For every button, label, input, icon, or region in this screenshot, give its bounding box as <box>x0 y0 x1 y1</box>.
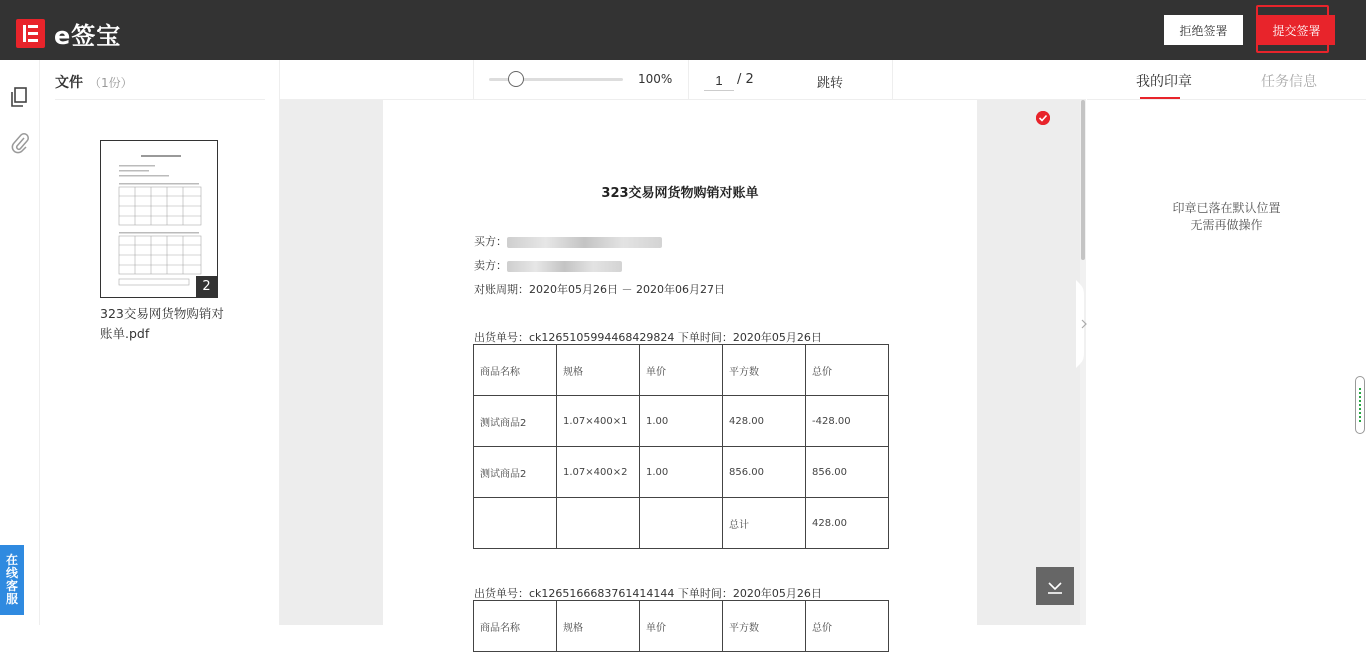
submit-sign-button[interactable]: 提交签署 <box>1258 15 1335 45</box>
redacted-buyer <box>507 237 662 248</box>
period-field: 对账周期：2020年05月26日 － 2020年06月27日 <box>474 283 725 296</box>
tab-my-seals[interactable]: 我的印章 <box>1136 74 1192 90</box>
viewer-scrollbar-thumb[interactable] <box>1081 100 1085 260</box>
divider <box>688 60 689 100</box>
seal-status-message: 印章已落在默认位置 无需再做操作 <box>1172 201 1281 232</box>
divider <box>892 60 893 100</box>
table-row: 测试商品2 1.07×400×2 1.00 856.00 856.00 <box>474 447 889 498</box>
brand-logo <box>16 16 121 51</box>
document-page <box>383 100 977 640</box>
left-icon-rail <box>0 60 40 625</box>
divider <box>473 60 474 100</box>
right-panel-scroll-handle[interactable] <box>1355 376 1365 434</box>
table-header-row: 商品名称 规格 单价 平方数 总价 <box>474 601 889 652</box>
table-header-row: 商品名称 规格 单价 平方数 总价 <box>474 345 889 396</box>
divider <box>55 99 265 100</box>
customer-service-tab[interactable]: 在 线 客 服 <box>0 545 24 615</box>
logo-mark-icon <box>16 19 45 48</box>
file-list-panel <box>40 60 280 625</box>
reject-sign-button[interactable]: 拒绝签署 <box>1164 15 1243 45</box>
zoom-slider-handle[interactable] <box>508 71 524 87</box>
page-total: / 2 <box>737 72 754 87</box>
right-panel-tabs <box>1087 60 1366 100</box>
order-table-1 <box>473 344 889 549</box>
zoom-level: 100% <box>638 72 673 86</box>
file-name[interactable]: 323交易网货物购销对账单.pdf <box>100 306 224 341</box>
table-row: 测试商品2 1.07×400×1 1.00 428.00 -428.00 <box>474 396 889 447</box>
scroll-to-bottom-button[interactable] <box>1036 567 1074 605</box>
redacted-seller <box>507 261 622 272</box>
buyer-field: 买方： <box>474 233 662 249</box>
file-panel-title: 文件 （1份） <box>55 75 133 91</box>
order-line-2: 出货单号：ck1265166683761414144 下单时间：2020年05月26日 <box>474 587 822 600</box>
page-count-badge: 2 <box>196 276 217 297</box>
viewer-toolbar <box>280 60 1086 100</box>
file-count: （1份） <box>89 76 133 90</box>
jump-button[interactable]: 跳转 <box>817 76 844 91</box>
seal-placed-check-icon <box>1036 111 1050 125</box>
order-table-2 <box>473 600 889 652</box>
order-line-1: 出货单号：ck1265105994468429824 下单时间：2020年05月26日 <box>474 331 822 344</box>
table-total-row: 总计 428.00 <box>474 498 889 549</box>
tab-task-info[interactable]: 任务信息 <box>1261 74 1317 90</box>
paperclip-icon[interactable] <box>9 132 31 154</box>
document-thumbnail[interactable] <box>100 140 218 298</box>
right-panel <box>1087 60 1366 625</box>
document-title: 323交易网货物购销对账单 <box>601 186 759 201</box>
file-copy-icon[interactable] <box>9 86 31 108</box>
document-viewer[interactable] <box>280 100 1086 634</box>
page-number-input[interactable] <box>704 71 734 91</box>
brand-name: e签宝 <box>54 22 122 50</box>
active-tab-indicator <box>1140 97 1180 99</box>
top-bar <box>0 0 1366 60</box>
seller-field: 卖方： <box>474 257 622 273</box>
